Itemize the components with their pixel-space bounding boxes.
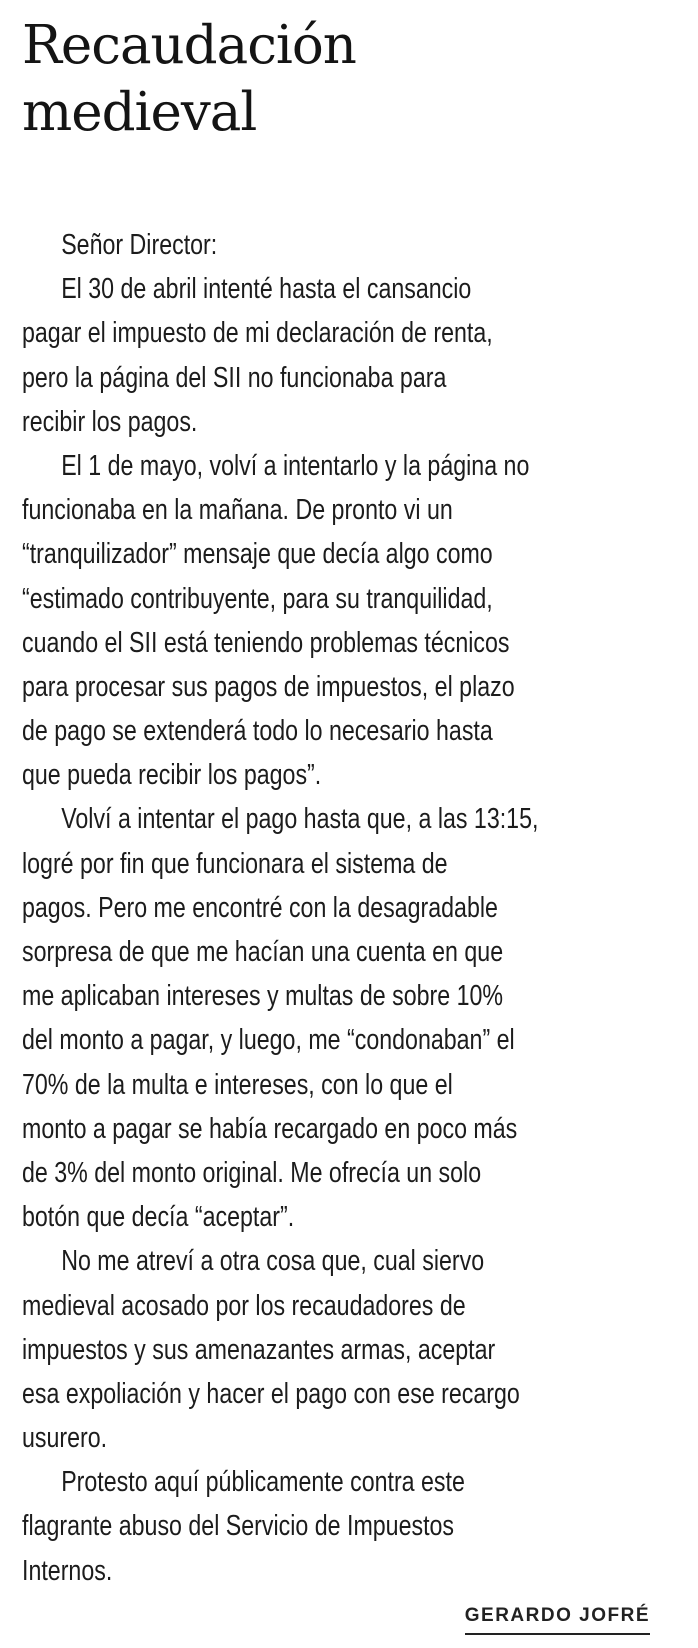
body-line: esa expoliación y hacer el pago con ese recargo [22, 1377, 520, 1410]
body-line: El 1 de mayo, volví a intentarlo y la página no [61, 449, 530, 482]
body-line: monto a pagar se había recargado en poco más [22, 1112, 518, 1145]
letter-body [22, 223, 698, 1593]
headline-line-1: Recaudación [22, 15, 356, 76]
body-line: de pago se extenderá todo lo necesario hasta [22, 715, 493, 748]
body-line: “tranquilizador” mensaje que decía algo como [22, 538, 493, 571]
headline-line-2: medieval [22, 82, 257, 143]
body-line: de 3% del monto original. Me ofrecía un solo [22, 1156, 482, 1189]
body-line: Volví a intentar el pago hasta que, a las 13:15, [61, 803, 539, 836]
body-line: Internos. [22, 1554, 113, 1587]
body-line: El 30 de abril intenté hasta el cansancio [61, 273, 472, 306]
body-line: pagos. Pero me encontré con la desagradable [22, 891, 498, 924]
body-line: que pueda recibir los pagos”. [22, 759, 322, 792]
body-line: impuestos y sus amenazantes armas, aceptar [22, 1333, 496, 1366]
headline [22, 12, 356, 146]
body-line: sorpresa de que me hacían una cuenta en que [22, 936, 504, 968]
author-signature: GERARDO JOFRÉ [465, 1605, 650, 1635]
body-line: logré por fin que funcionara el sistema de [22, 847, 448, 880]
body-line: pagar el impuesto de mi declaración de renta, [22, 317, 493, 350]
body-line: botón que decía “aceptar”. [22, 1201, 295, 1234]
body-line: cuando el SII está teniendo problemas técnicos [22, 626, 510, 659]
body-line: me aplicaban intereses y multas de sobre 10% [22, 980, 504, 1013]
body-line: No me atreví a otra cosa que, cual siervo [61, 1245, 485, 1278]
body-line: recibir los pagos. [22, 405, 198, 438]
body-line: funcionaba en la mañana. De pronto vi un [22, 494, 453, 527]
body-line: pero la página del SII no funcionaba para [22, 361, 447, 394]
body-line: Protesto aquí públicamente contra este [61, 1466, 465, 1499]
body-line: medieval acosado por los recaudadores de [22, 1289, 466, 1322]
body-line: “estimado contribuyente, para su tranquilidad, [22, 582, 493, 615]
body-line: flagrante abuso del Servicio de Impuestos [22, 1510, 455, 1543]
body-line: para procesar sus pagos de impuestos, el plazo [22, 670, 515, 703]
body-line: del monto a pagar, y luego, me “condonaban” el [22, 1024, 515, 1057]
body-line: Señor Director: [61, 229, 218, 261]
body-line: 70% de la multa e intereses, con lo que el [22, 1068, 453, 1101]
body-line: usurero. [22, 1422, 108, 1455]
